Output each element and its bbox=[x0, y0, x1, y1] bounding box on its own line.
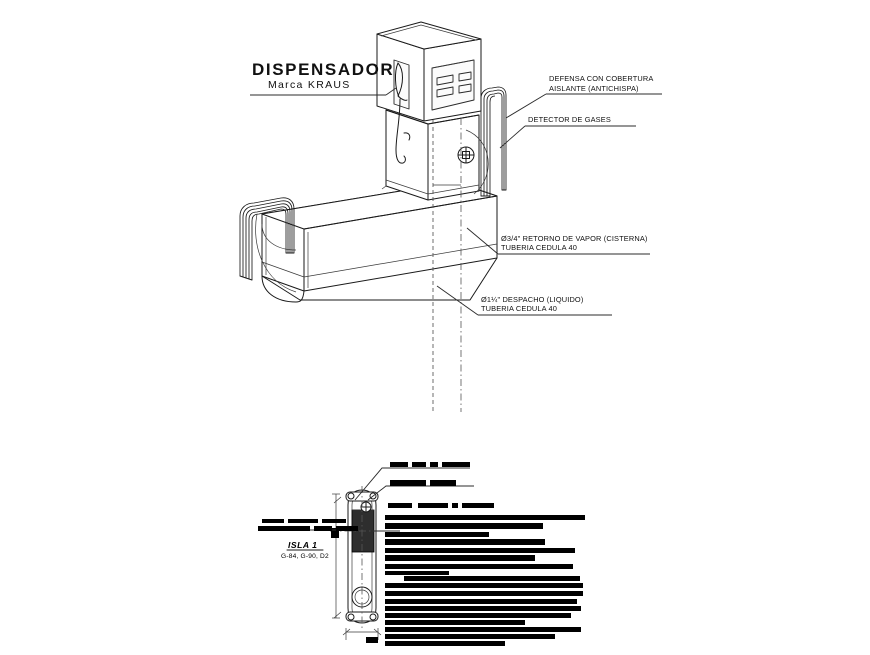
callout-detector bbox=[500, 115, 636, 148]
redacted-text-bar bbox=[430, 480, 456, 486]
plan-detector-symbol bbox=[361, 502, 371, 512]
redacted-text-top bbox=[390, 462, 470, 486]
plan-dimension-bottom bbox=[343, 628, 381, 643]
redacted-text-bar bbox=[462, 503, 494, 508]
redacted-text-bar bbox=[336, 526, 358, 531]
redacted-text-bar bbox=[385, 515, 585, 520]
redacted-text-bar bbox=[288, 519, 318, 523]
callout-defensa-line2: AISLANTE (ANTICHISPA) bbox=[549, 84, 639, 93]
redacted-text-left bbox=[258, 519, 358, 531]
title-callout bbox=[250, 60, 396, 95]
redacted-text-bar bbox=[404, 576, 580, 581]
plan-view bbox=[258, 462, 585, 646]
callout-retorno-line2: TUBERIA CEDULA 40 bbox=[501, 243, 578, 252]
dispenser-unit bbox=[377, 22, 481, 200]
callout-defensa bbox=[506, 74, 662, 118]
redacted-text-bar bbox=[452, 503, 458, 508]
elevation-title: DISPENSADOR bbox=[252, 60, 395, 79]
redacted-text-bar bbox=[385, 548, 575, 553]
isla-label-group bbox=[281, 540, 329, 560]
redacted-text-bar bbox=[412, 462, 426, 467]
redacted-text-bar bbox=[418, 503, 448, 508]
redacted-text-bar bbox=[385, 523, 543, 529]
redacted-text-bar bbox=[403, 591, 583, 596]
redacted-text-bar bbox=[385, 532, 489, 537]
callout-defensa-line1: DEFENSA CON COBERTURA bbox=[549, 74, 654, 83]
redacted-text-bar bbox=[388, 503, 412, 508]
elevation-view bbox=[240, 22, 662, 412]
redacted-text-bar bbox=[385, 599, 577, 604]
redacted-text-bar bbox=[385, 620, 525, 625]
elevation-subtitle: Marca KRAUS bbox=[268, 79, 351, 91]
redacted-text-bar bbox=[385, 606, 581, 611]
isla-label: ISLA 1 bbox=[288, 540, 318, 550]
redacted-text-bar bbox=[385, 555, 535, 561]
callout-despacho-line1: Ø1¼" DESPACHO (LIQUIDO) bbox=[481, 295, 584, 304]
redacted-text-bar bbox=[385, 641, 505, 646]
redacted-text-bar bbox=[322, 519, 346, 523]
redacted-text-bar bbox=[385, 571, 449, 575]
callout-despacho-line2: TUBERIA CEDULA 40 bbox=[481, 304, 558, 313]
redacted-text-bar bbox=[385, 583, 583, 588]
redacted-text-bar bbox=[390, 462, 408, 467]
redacted-text-bar bbox=[442, 462, 470, 467]
callout-detector-line1: DETECTOR DE GASES bbox=[528, 115, 611, 124]
redacted-text-bar bbox=[385, 539, 545, 545]
redacted-text-bar bbox=[385, 634, 555, 639]
redacted-text-bar bbox=[385, 613, 571, 618]
isla-sublabel: G-84, G-90, D2 bbox=[281, 553, 329, 560]
redacted-dimension bbox=[366, 637, 378, 643]
redacted-text-bar bbox=[390, 480, 426, 486]
redacted-text-bar bbox=[258, 526, 310, 531]
redacted-text-bar bbox=[314, 526, 332, 531]
redacted-text-body bbox=[385, 503, 585, 646]
redacted-text-bar bbox=[430, 462, 438, 467]
plan-dimension-left bbox=[331, 494, 341, 618]
redacted-text-bar bbox=[385, 627, 581, 632]
redacted-text-bar bbox=[385, 564, 573, 569]
callout-retorno-line1: Ø3/4" RETORNO DE VAPOR (CISTERNA) bbox=[501, 234, 648, 243]
redacted-text-bar bbox=[262, 519, 284, 523]
